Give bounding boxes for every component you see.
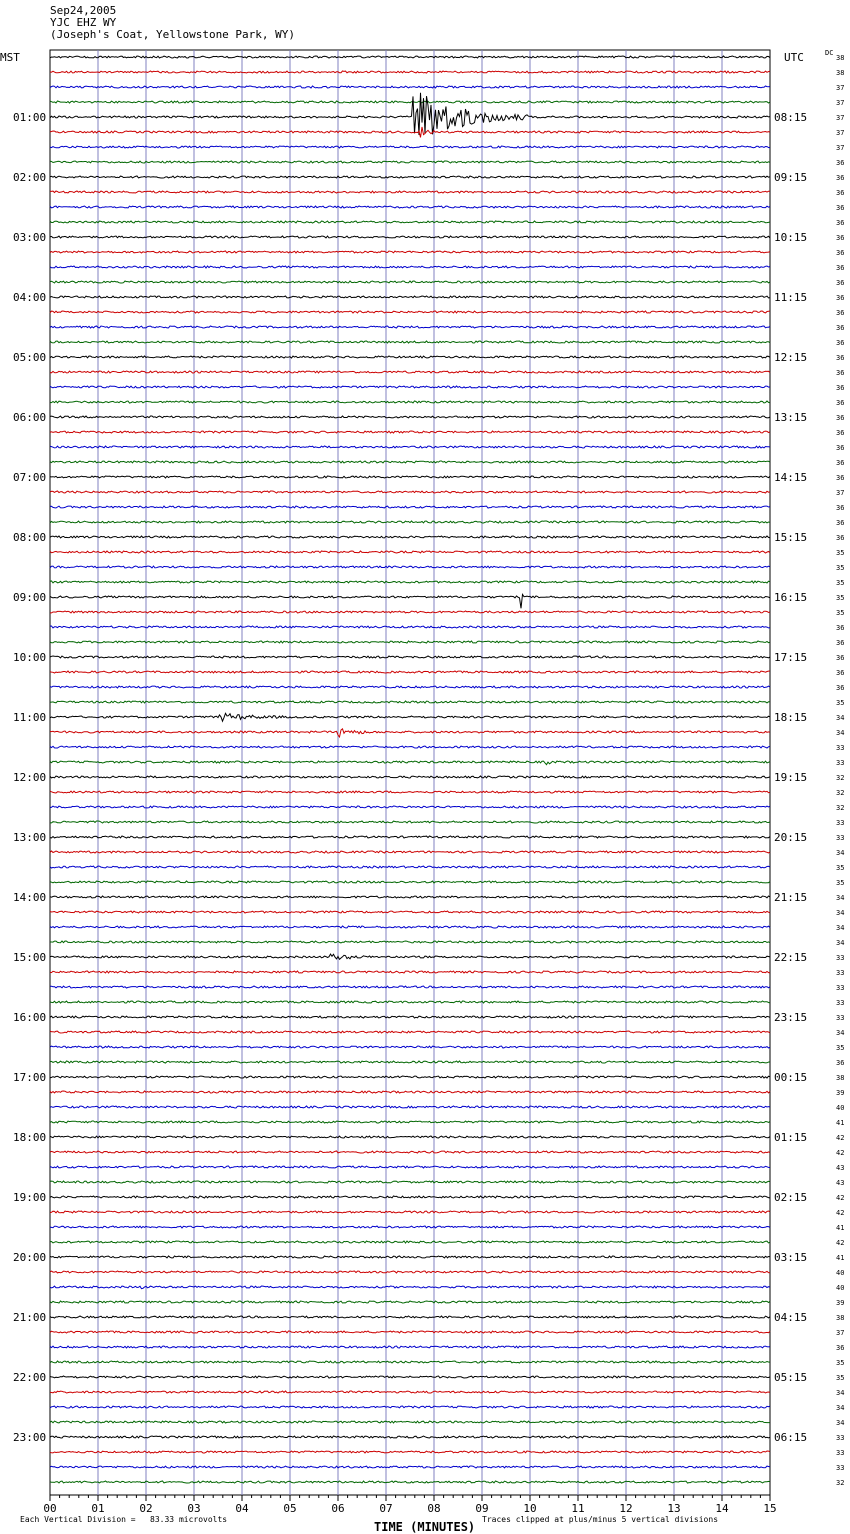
dc-offset-value: 33 <box>836 834 845 842</box>
x-tick-label: 13 <box>667 1502 681 1515</box>
trace-line <box>50 93 770 135</box>
trace-line <box>50 776 770 778</box>
trace-line <box>50 1391 770 1393</box>
dc-offset-value: 35 <box>836 594 845 602</box>
trace-line <box>50 101 770 103</box>
trace-line <box>50 311 770 313</box>
utc-hour-label: 15:15 <box>774 531 808 544</box>
dc-offset-value: 36 <box>836 669 845 677</box>
trace-line <box>50 851 770 853</box>
dc-offset-value: 36 <box>836 159 845 167</box>
trace-line <box>50 761 770 765</box>
utc-hour-label: 02:15 <box>774 1191 808 1204</box>
trace-line <box>50 1286 770 1289</box>
trace-line <box>50 536 770 538</box>
trace-line <box>50 1211 770 1213</box>
trace-line <box>50 521 770 523</box>
dc-offset-value: 36 <box>836 249 845 257</box>
dc-offset-value: 43 <box>836 1179 845 1187</box>
trace-line <box>50 1226 770 1228</box>
dc-offset-value: 37 <box>836 129 845 137</box>
trace-line <box>50 176 770 178</box>
x-tick-label: 11 <box>571 1502 585 1515</box>
dc-offset-value: 33 <box>836 1449 845 1457</box>
trace-line <box>50 341 770 343</box>
dc-offset-value: 35 <box>836 564 845 572</box>
x-tick-label: 03 <box>187 1502 201 1515</box>
x-tick-label: 07 <box>379 1502 393 1515</box>
dc-offset-value: 41 <box>836 1224 845 1232</box>
trace-line <box>50 881 770 883</box>
trace-line <box>50 1121 770 1123</box>
mst-hour-label: 21:00 <box>13 1311 47 1324</box>
trace-line <box>50 941 770 943</box>
dc-offset-value: 36 <box>836 459 845 467</box>
trace-line <box>50 1241 770 1243</box>
mst-hour-label: 16:00 <box>13 1011 47 1024</box>
dc-offset-value: 36 <box>836 309 845 317</box>
dc-offset-value: 42 <box>836 1194 845 1202</box>
trace-line <box>50 1016 770 1018</box>
trace-line <box>50 506 770 508</box>
x-axis-title: TIME (MINUTES) <box>374 1520 476 1534</box>
dc-offset-value: 36 <box>836 429 845 437</box>
trace-line <box>50 356 770 358</box>
dc-offset-value: 41 <box>836 1254 845 1262</box>
dc-offset-value: 36 <box>836 219 845 227</box>
minutes-axis <box>43 1495 776 1515</box>
dc-offset-value: 36 <box>836 654 845 662</box>
x-tick-label: 15 <box>763 1502 777 1515</box>
trace-line <box>50 911 770 913</box>
mst-hour-label: 15:00 <box>13 951 47 964</box>
trace-line <box>50 1436 770 1438</box>
x-tick-label: 12 <box>619 1502 633 1515</box>
dc-offset-value: 38 <box>836 69 845 77</box>
trace-line <box>50 146 770 148</box>
dc-offset-value: 38 <box>836 1314 845 1322</box>
mst-hour-label: 05:00 <box>13 351 47 364</box>
dc-offset-value: 39 <box>836 1299 845 1307</box>
trace-line <box>50 251 770 253</box>
utc-hour-label: 11:15 <box>774 291 808 304</box>
dc-offset-value: 36 <box>836 684 845 692</box>
utc-hour-label: 16:15 <box>774 591 808 604</box>
x-tick-label: 14 <box>715 1502 729 1515</box>
station-location: (Joseph's Coat, Yellowstone Park, WY) <box>50 28 296 41</box>
dc-offset-value: 34 <box>836 849 845 857</box>
trace-line <box>50 386 770 388</box>
dc-offset-value: 36 <box>836 369 845 377</box>
station-code: YJC EHZ WY <box>50 16 117 29</box>
trace-line <box>50 581 770 583</box>
trace-line <box>50 1001 770 1003</box>
utc-hour-label: 09:15 <box>774 171 808 184</box>
dc-offset-value: 36 <box>836 234 845 242</box>
trace-line <box>50 1451 770 1453</box>
dc-offset-value: 39 <box>836 1089 845 1097</box>
dc-offset-value: 34 <box>836 909 845 917</box>
trace-line <box>50 56 770 58</box>
dc-offset-value: 36 <box>836 189 845 197</box>
dc-offset-value: 34 <box>836 714 845 722</box>
dc-offset-value: 37 <box>836 1329 845 1337</box>
dc-offset-value: 38 <box>836 1074 845 1082</box>
utc-hour-label: 01:15 <box>774 1131 808 1144</box>
trace-line <box>50 566 770 568</box>
utc-hour-label: 10:15 <box>774 231 808 244</box>
trace-line <box>50 281 770 283</box>
trace-line <box>50 1031 770 1033</box>
dc-offset-value: 36 <box>836 1344 845 1352</box>
dc-offset-value: 34 <box>836 924 845 932</box>
dc-offset-value: 35 <box>836 549 845 557</box>
dc-offset-value: 35 <box>836 864 845 872</box>
trace-line <box>50 1421 770 1423</box>
utc-hour-label: 12:15 <box>774 351 808 364</box>
vertical-scale-note: Each Vertical Division = 83.33 microvolts <box>20 1515 228 1524</box>
trace-line <box>50 491 770 493</box>
trace-line <box>50 326 770 328</box>
trace-line <box>50 161 770 163</box>
mst-hour-label: 17:00 <box>13 1071 47 1084</box>
dc-offset-value: 36 <box>836 639 845 647</box>
dc-offset-value: 34 <box>836 729 845 737</box>
mst-hour-label: 23:00 <box>13 1431 47 1444</box>
trace-line <box>50 686 770 688</box>
dc-offset-value: 37 <box>836 144 845 152</box>
mst-hour-label: 09:00 <box>13 591 47 604</box>
dc-offset-value: 36 <box>836 444 845 452</box>
dc-offset-value: 40 <box>836 1104 845 1112</box>
trace-line <box>50 1151 770 1153</box>
trace-line <box>50 416 770 418</box>
trace-line <box>50 1091 770 1093</box>
trace-line <box>50 746 770 748</box>
trace-line <box>50 806 770 808</box>
trace-line <box>50 296 770 298</box>
dc-offset-value: 35 <box>836 879 845 887</box>
dc-offset-value: 36 <box>836 204 845 212</box>
utc-hour-label: 04:15 <box>774 1311 808 1324</box>
dc-offset-value: 43 <box>836 1164 845 1172</box>
trace-line <box>50 1046 770 1048</box>
dc-offset-value: 34 <box>836 1419 845 1427</box>
mst-hour-label: 18:00 <box>13 1131 47 1144</box>
dc-offset-label: DC <box>825 49 834 57</box>
trace-line <box>50 461 770 463</box>
dc-offset-value: 37 <box>836 84 845 92</box>
trace-line <box>50 1061 770 1063</box>
trace-line <box>50 594 770 608</box>
trace-line <box>50 866 770 868</box>
dc-offset-value: 42 <box>836 1239 845 1247</box>
trace-line <box>50 1301 770 1303</box>
trace-line <box>50 1466 770 1468</box>
trace-line <box>50 611 770 613</box>
utc-hour-label: 21:15 <box>774 891 808 904</box>
trace-line <box>50 1346 770 1348</box>
trace-line <box>50 836 770 838</box>
dc-offset-value: 36 <box>836 534 845 542</box>
trace-line <box>50 626 770 628</box>
trace-line <box>50 713 770 721</box>
dc-offset-value: 33 <box>836 969 845 977</box>
trace-line <box>50 701 770 703</box>
dc-offset-value: 35 <box>836 1374 845 1382</box>
dc-offset-value: 36 <box>836 354 845 362</box>
mst-hour-label: 08:00 <box>13 531 47 544</box>
utc-axis-label: UTC <box>784 51 804 64</box>
trace-line <box>50 954 770 959</box>
dc-offset-value: 36 <box>836 339 845 347</box>
dc-offset-value: 33 <box>836 1464 845 1472</box>
dc-offset-value: 33 <box>836 984 845 992</box>
trace-line <box>50 926 770 928</box>
trace-line <box>50 1361 770 1363</box>
trace-line <box>50 1316 770 1318</box>
dc-offset-value: 32 <box>836 774 845 782</box>
trace-line <box>50 221 770 223</box>
trace-line <box>50 401 770 403</box>
trace-line <box>50 1106 770 1108</box>
x-tick-label: 10 <box>523 1502 537 1515</box>
trace-line <box>50 551 770 553</box>
trace-line <box>50 1166 770 1168</box>
mst-hour-label: 11:00 <box>13 711 47 724</box>
dc-offset-value: 33 <box>836 1014 845 1022</box>
utc-hour-label: 23:15 <box>774 1011 808 1024</box>
dc-offset-value: 35 <box>836 1359 845 1367</box>
dc-offset-value: 36 <box>836 624 845 632</box>
utc-hour-label: 14:15 <box>774 471 808 484</box>
trace-line <box>50 641 770 643</box>
utc-hour-label: 18:15 <box>774 711 808 724</box>
trace-line <box>50 1481 770 1483</box>
utc-hour-label: 05:15 <box>774 1371 808 1384</box>
trace-line <box>50 71 770 73</box>
dc-offset-value: 36 <box>836 504 845 512</box>
dc-offset-value: 35 <box>836 579 845 587</box>
dc-offset-value: 36 <box>836 324 845 332</box>
mst-hour-label: 20:00 <box>13 1251 47 1264</box>
dc-offset-value: 33 <box>836 759 845 767</box>
utc-hour-label: 00:15 <box>774 1071 808 1084</box>
dc-offset-value: 32 <box>836 789 845 797</box>
trace-line <box>50 371 770 373</box>
trace-line <box>50 206 770 208</box>
dc-offset-value: 36 <box>836 1059 845 1067</box>
dc-offset-value: 33 <box>836 954 845 962</box>
mst-axis-label: MST <box>0 51 20 64</box>
dc-offset-value: 34 <box>836 1029 845 1037</box>
mst-hour-label: 04:00 <box>13 291 47 304</box>
trace-line <box>50 986 770 988</box>
dc-offset-value: 40 <box>836 1284 845 1292</box>
dc-offset-value: 36 <box>836 294 845 302</box>
x-tick-label: 09 <box>475 1502 489 1515</box>
dc-offset-value: 38 <box>836 54 845 62</box>
recording-date: Sep24,2005 <box>50 4 117 17</box>
utc-hour-label: 03:15 <box>774 1251 808 1264</box>
mst-hour-label: 14:00 <box>13 891 47 904</box>
dc-offset-value: 36 <box>836 399 845 407</box>
dc-offset-value: 37 <box>836 489 845 497</box>
mst-hour-label: 06:00 <box>13 411 47 424</box>
dc-offset-value: 42 <box>836 1134 845 1142</box>
dc-offset-value: 36 <box>836 519 845 527</box>
dc-offset-value: 35 <box>836 609 845 617</box>
x-tick-label: 01 <box>91 1502 105 1515</box>
dc-offset-value: 36 <box>836 264 845 272</box>
x-tick-label: 08 <box>427 1502 441 1515</box>
dc-offset-value: 33 <box>836 744 845 752</box>
dc-offset-value: 36 <box>836 384 845 392</box>
mst-hour-label: 07:00 <box>13 471 47 484</box>
dc-offset-value: 42 <box>836 1149 845 1157</box>
trace-line <box>50 971 770 973</box>
trace-line <box>50 821 770 823</box>
utc-hour-label: 08:15 <box>774 111 808 124</box>
dc-offset-value: 32 <box>836 1479 845 1487</box>
utc-hour-label: 20:15 <box>774 831 808 844</box>
utc-hour-label: 22:15 <box>774 951 808 964</box>
dc-offset-value: 36 <box>836 414 845 422</box>
trace-line <box>50 1406 770 1408</box>
trace-line <box>50 127 770 137</box>
mst-hour-label: 01:00 <box>13 111 47 124</box>
clipping-note: Traces clipped at plus/minus 5 vertical divisions <box>482 1515 719 1524</box>
trace-line <box>50 896 770 898</box>
dc-offset-value: 36 <box>836 474 845 482</box>
trace-line <box>50 1271 770 1273</box>
utc-hour-label: 06:15 <box>774 1431 808 1444</box>
dc-offset-value: 35 <box>836 1044 845 1052</box>
trace-line <box>50 236 770 238</box>
mst-hour-label: 12:00 <box>13 771 47 784</box>
trace-line <box>50 191 770 193</box>
dc-offset-value: 32 <box>836 804 845 812</box>
trace-line <box>50 266 770 268</box>
dc-offset-value: 37 <box>836 99 845 107</box>
mst-hour-label: 22:00 <box>13 1371 47 1384</box>
mst-hour-label: 03:00 <box>13 231 47 244</box>
dc-offset-value: 40 <box>836 1269 845 1277</box>
mst-hour-label: 19:00 <box>13 1191 47 1204</box>
seismic-traces <box>50 56 770 1483</box>
trace-line <box>50 86 770 88</box>
trace-line <box>50 431 770 433</box>
trace-line <box>50 1181 770 1183</box>
trace-line <box>50 791 770 793</box>
dc-offset-value: 33 <box>836 999 845 1007</box>
dc-offset-value: 37 <box>836 114 845 122</box>
dc-offset-value: 36 <box>836 174 845 182</box>
x-tick-label: 05 <box>283 1502 297 1515</box>
trace-line <box>50 1331 770 1333</box>
trace-line <box>50 671 770 673</box>
dc-offset-value: 34 <box>836 1404 845 1412</box>
trace-line <box>50 656 770 658</box>
trace-line <box>50 1196 770 1198</box>
trace-line <box>50 1256 770 1258</box>
dc-offset-value: 42 <box>836 1209 845 1217</box>
x-tick-label: 04 <box>235 1502 249 1515</box>
utc-hour-label: 19:15 <box>774 771 808 784</box>
x-tick-label: 00 <box>43 1502 57 1515</box>
trace-line <box>50 729 770 737</box>
mst-hour-label: 10:00 <box>13 651 47 664</box>
x-tick-label: 06 <box>331 1502 345 1515</box>
trace-line <box>50 476 770 478</box>
trace-line <box>50 1076 770 1078</box>
utc-hour-label: 13:15 <box>774 411 808 424</box>
dc-offset-value: 34 <box>836 894 845 902</box>
trace-line <box>50 1136 770 1138</box>
trace-line <box>50 446 770 448</box>
dc-offset-value: 34 <box>836 1389 845 1397</box>
dc-offset-value: 35 <box>836 699 845 707</box>
dc-offset-value: 33 <box>836 1434 845 1442</box>
mst-hour-label: 02:00 <box>13 171 47 184</box>
dc-offset-value: 36 <box>836 279 845 287</box>
mst-hour-label: 13:00 <box>13 831 47 844</box>
dc-offset-value: 33 <box>836 819 845 827</box>
trace-line <box>50 1376 770 1378</box>
dc-offset-value: 41 <box>836 1119 845 1127</box>
utc-hour-label: 17:15 <box>774 651 808 664</box>
x-tick-label: 02 <box>139 1502 153 1515</box>
dc-offset-value: 34 <box>836 939 845 947</box>
